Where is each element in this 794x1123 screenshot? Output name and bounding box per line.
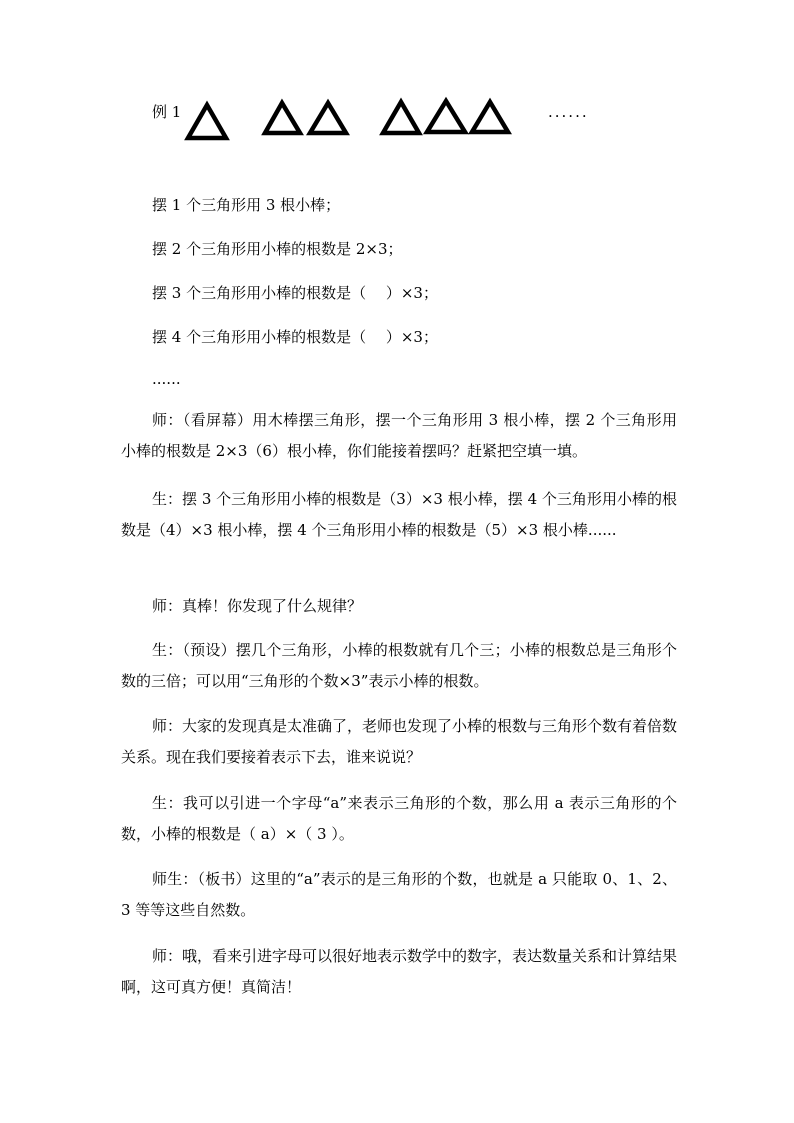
- line-2-triangles: 摆 2 个三角形用小棒的根数是 2×3；: [152, 240, 403, 258]
- lines-ellipsis: ......: [152, 370, 181, 388]
- sequence-ellipsis: ......: [548, 103, 589, 121]
- paragraph-teacher-2: 师：真棒！你发现了什么规律？: [152, 597, 363, 615]
- triangle-group-3-triangle-2: [427, 101, 465, 132]
- triangle-group-2-triangle-2: [310, 103, 346, 133]
- paragraph-student-3: 生：我可以引进一个字母“a”来表示三角形的个数，那么用 a 表示三角形的个数，小棒的根数是（ a）×（ 3 ）。: [121, 794, 677, 843]
- paragraph-teacher-3: 师：大家的发现真是太准确了，老师也发现了小棒的根数与三角形个数有着倍数关系。现在我们要接着表示下去，谁来说说？: [121, 717, 678, 766]
- paragraph-student-1: 生：摆 3 个三角形用小棒的根数是（3）×3 根小棒，摆 4 个三角形用小棒的根数是（4）×3 根小棒，摆 4 个三角形用小棒的根数是（5）×3 根小棒......: [121, 490, 677, 539]
- triangle-group-1-triangle-1: [188, 105, 226, 138]
- line-3-triangles: 摆 3 个三角形用小棒的根数是（ ）×3；: [152, 284, 438, 302]
- paragraph-teacher-1: 师：（看屏幕）用木棒摆三角形，摆一个三角形用 3 根小棒，摆 2 个三角形用小棒的根数是 2×3（6）根小棒，你们能接着摆吗？赶紧把空填一填。: [121, 411, 677, 460]
- triangle-group-3-triangle-3: [472, 102, 508, 132]
- paragraph-student-2: 生：（预设）摆几个三角形，小棒的根数就有几个三；小棒的根数总是三角形个数的三倍；可以用“三角形的个数×3”表示小棒的根数。: [121, 641, 677, 690]
- line-1-triangle: 摆 1 个三角形用 3 根小棒；: [152, 196, 341, 214]
- example-label: 例 1: [152, 103, 182, 121]
- matchstick-triangles-figure: [180, 96, 520, 146]
- paragraph-teacher-4: 师：哦，看来引进字母可以很好地表示数学中的数字，表达数量关系和计算结果啊，这可真方便！真简洁！: [121, 947, 678, 996]
- triangle-group-3-triangle-1: [383, 102, 419, 133]
- triangle-group-2-triangle-1: [265, 103, 300, 133]
- paragraph-teacher-student: 师生：（板书）这里的“a”表示的是三角形的个数，也就是 a 只能取 0、1、2、3 等等这些自然数。: [121, 870, 677, 919]
- line-4-triangles: 摆 4 个三角形用小棒的根数是（ ）×3；: [152, 328, 438, 346]
